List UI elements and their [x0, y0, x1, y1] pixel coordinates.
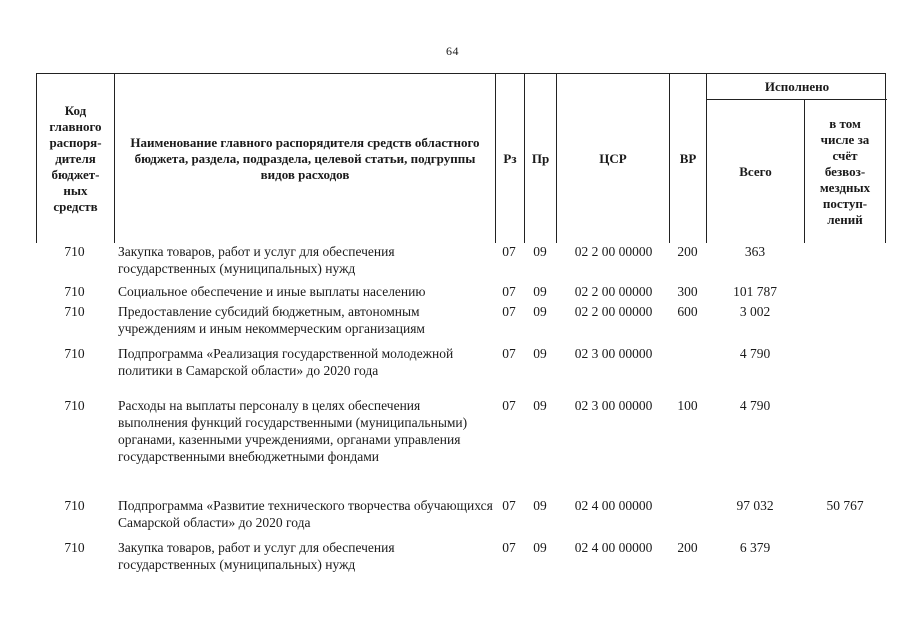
cell-csr: 02 3 00 00000: [574, 398, 653, 413]
header-vr: ВР: [670, 74, 707, 243]
header-executed: Исполнено: [707, 74, 887, 100]
cell-pr: 09: [533, 540, 547, 555]
cell-total: 101 787: [733, 284, 777, 299]
cell-csr: 02 2 00 00000: [574, 304, 653, 319]
cell-code: 710: [64, 304, 85, 319]
cell-total: 6 379: [739, 540, 771, 555]
cell-rz: 07: [502, 346, 516, 361]
header-name: Наименование главного распорядителя средств областного бюджета, раздела, подраздела, целевой статьи, подгруппы видов расходов: [115, 74, 496, 243]
header-free-receipts: в том числе за счёт безвоз-мездных поступ-лений: [819, 115, 871, 227]
cell-rz: 07: [502, 398, 516, 413]
cell-csr: 02 3 00 00000: [574, 346, 653, 361]
cell-name: Подпрограмма «Реализация государственной молодежной политики в Самарской области» до 2020 года: [118, 346, 454, 378]
cell-rz: 07: [502, 244, 516, 259]
cell-csr: 02 4 00 00000: [574, 540, 653, 555]
cell-code: 710: [64, 284, 85, 299]
cell-free: 50 767: [826, 498, 864, 513]
cell-pr: 09: [533, 304, 547, 319]
cell-pr: 09: [533, 346, 547, 361]
cell-vr: 100: [677, 398, 698, 413]
cell-vr: 600: [677, 304, 698, 319]
cell-csr: 02 2 00 00000: [574, 284, 653, 299]
cell-name: Предоставление субсидий бюджетным, автономным учреждениям и иным некоммерческим организациям: [118, 304, 425, 336]
page-number: 64: [446, 44, 459, 58]
cell-total: 363: [744, 244, 766, 259]
cell-rz: 07: [502, 284, 516, 299]
cell-total: 97 032: [736, 498, 774, 513]
cell-pr: 09: [533, 284, 547, 299]
cell-vr: 200: [677, 540, 698, 555]
cell-name: Подпрограмма «Развитие технического творчества обучающихся Самарской области» до 2020 года: [118, 498, 493, 530]
cell-total: 4 790: [739, 398, 771, 413]
cell-vr: 300: [677, 284, 698, 299]
cell-code: 710: [64, 244, 85, 259]
cell-pr: 09: [533, 498, 547, 513]
cell-rz: 07: [502, 304, 516, 319]
header-total: Всего: [707, 100, 805, 243]
header-pr: Пр: [525, 74, 557, 243]
cell-rz: 07: [502, 540, 516, 555]
cell-pr: 09: [533, 398, 547, 413]
cell-total: 3 002: [739, 304, 771, 319]
cell-name: Закупка товаров, работ и услуг для обеспечения государственных (муниципальных) нужд: [118, 244, 395, 276]
cell-name: Расходы на выплаты персоналу в целях обеспечения выполнения функций государственными (муниципальными) органами, казенными учреждениями, органами управления государственными внебюджетными фондами: [118, 398, 468, 464]
cell-code: 710: [64, 346, 85, 361]
cell-csr: 02 4 00 00000: [574, 498, 653, 513]
header-code: Код главного распоря-дителя бюджет-ных средств: [37, 74, 115, 243]
cell-code: 710: [64, 398, 85, 413]
table-header: [36, 73, 886, 243]
cell-name: Закупка товаров, работ и услуг для обеспечения государственных (муниципальных) нужд: [118, 540, 395, 572]
cell-code: 710: [64, 498, 85, 513]
cell-code: 710: [64, 540, 85, 555]
cell-total: 4 790: [739, 346, 771, 361]
cell-csr: 02 2 00 00000: [574, 244, 653, 259]
cell-vr: 200: [677, 244, 698, 259]
header-rz: Рз: [496, 74, 525, 243]
cell-name: Социальное обеспечение и иные выплаты населению: [118, 284, 426, 299]
cell-rz: 07: [502, 498, 516, 513]
header-csr: ЦСР: [557, 74, 670, 243]
cell-pr: 09: [533, 244, 547, 259]
